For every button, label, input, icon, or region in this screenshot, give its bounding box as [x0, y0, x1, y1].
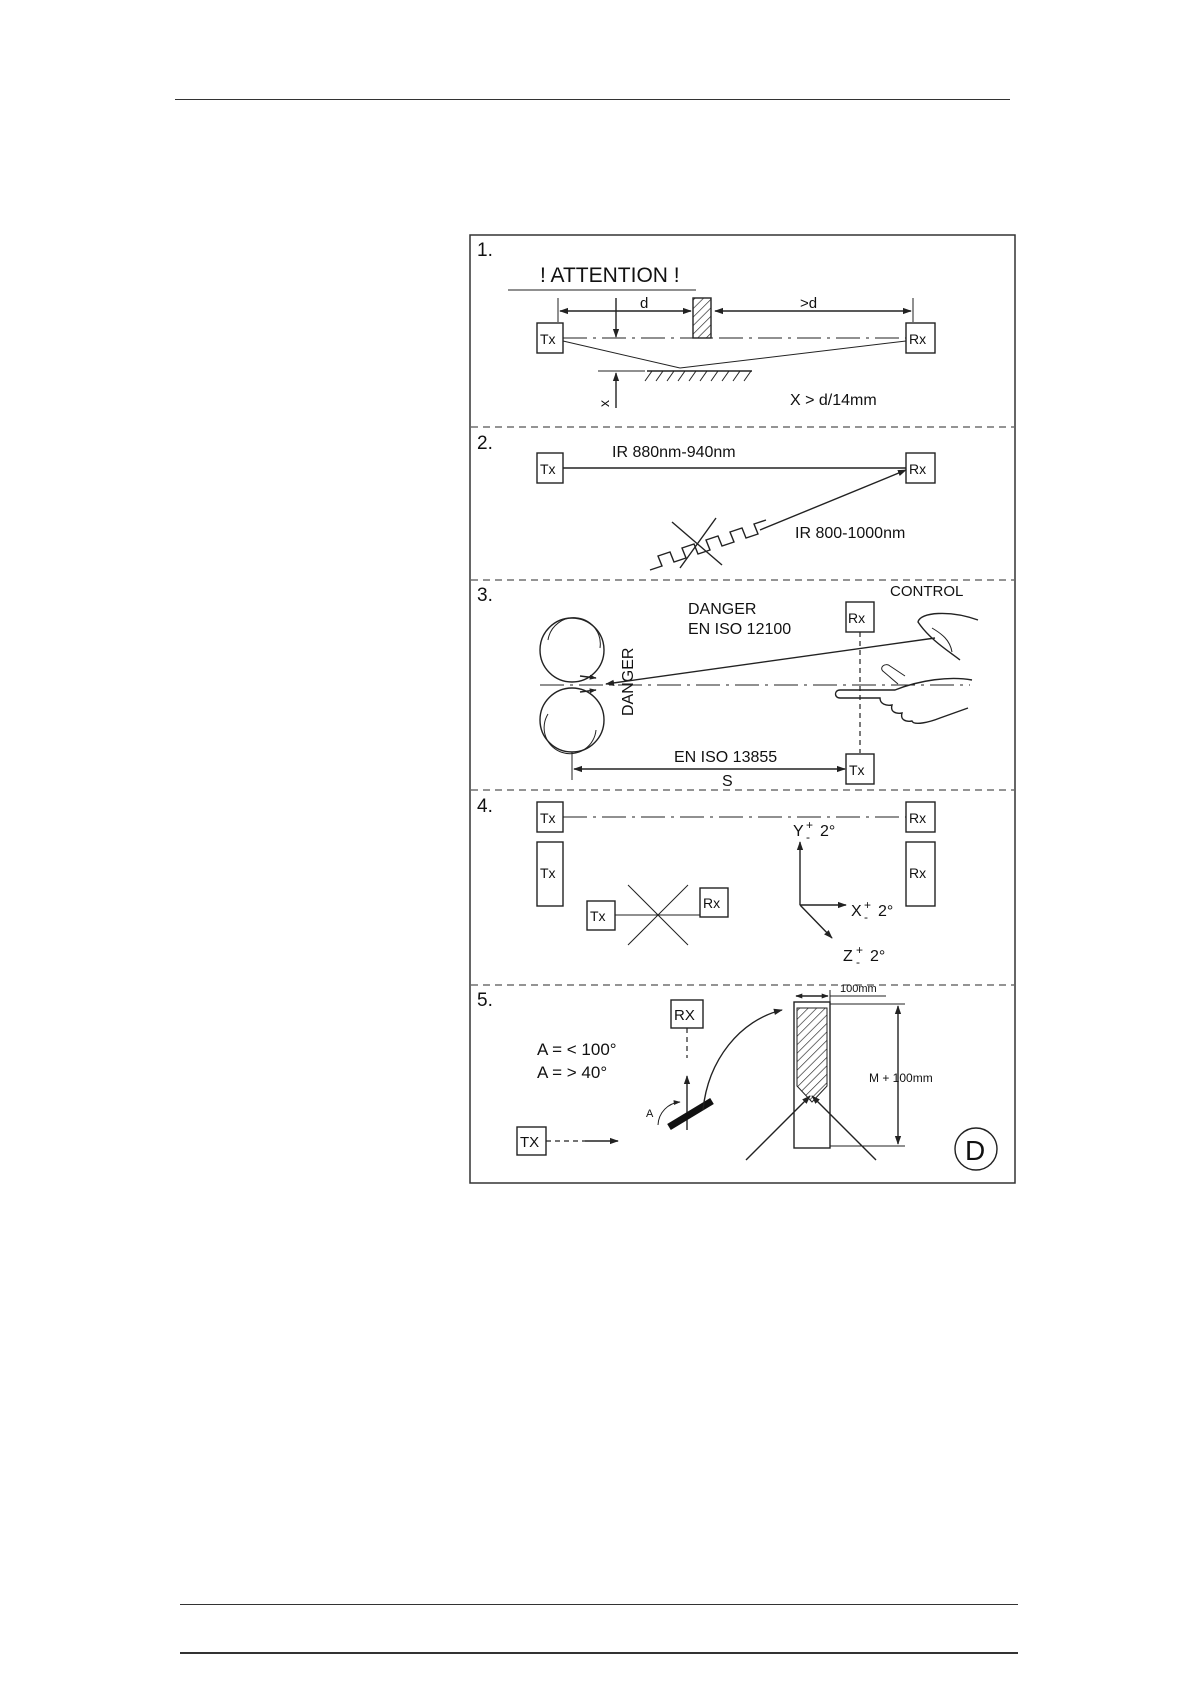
x-axis-label: X [851, 903, 862, 920]
control-label: CONTROL [890, 583, 964, 600]
angle-a-label: A [646, 1108, 654, 1120]
tx-cross-label: Tx [590, 908, 606, 924]
distance-formula: X > d/14mm [790, 392, 877, 409]
standard-12100-label: EN ISO 12100 [688, 621, 792, 638]
z-tolerance: 2° [870, 948, 886, 965]
label-gt-d: >d [800, 295, 818, 312]
rx-label: Rx [909, 810, 927, 826]
panel-number: 5. [477, 990, 493, 1011]
ir-main-label: IR 880nm-940nm [612, 444, 736, 461]
danger-label: DANGER [688, 601, 757, 618]
x-minus: - [864, 910, 868, 924]
tx-label: Tx [540, 461, 556, 477]
tx-label: Tx [849, 762, 865, 778]
z-plus: + [856, 943, 864, 957]
z-minus: - [856, 955, 860, 969]
label-x: x [596, 400, 612, 407]
label-d: d [640, 295, 649, 312]
panel-number: 1. [477, 240, 493, 261]
width-label: 100mm [840, 983, 877, 995]
danger-vertical-label: DANGER [620, 647, 637, 716]
tx-label: Tx [540, 810, 556, 826]
rx-label: Rx [848, 610, 866, 626]
obstacle-block [693, 298, 711, 338]
y-plus: + [806, 818, 814, 832]
ir-other-label: IR 800-1000nm [795, 525, 906, 542]
tx-label: TX [520, 1134, 540, 1151]
angle-min-label: A = > 40° [537, 1063, 608, 1082]
rx-label: RX [674, 1007, 695, 1024]
badge-label: D [965, 1135, 986, 1166]
mirror-hatched-area [797, 1008, 827, 1102]
angle-max-label: A = < 100° [537, 1040, 617, 1059]
rx-label: Rx [909, 331, 927, 347]
y-axis-label: Y [793, 823, 804, 840]
z-axis-label: Z [843, 948, 853, 965]
x-tolerance: 2° [878, 903, 894, 920]
rx-side-label: Rx [909, 865, 927, 881]
height-label: M + 100mm [869, 1071, 933, 1085]
tx-side-label: Tx [540, 865, 556, 881]
s-label: S [722, 773, 733, 790]
panel-number: 4. [477, 796, 493, 817]
y-minus: - [806, 830, 810, 844]
standard-13855-label: EN ISO 13855 [674, 749, 778, 766]
rx-label: Rx [909, 461, 927, 477]
y-tolerance: 2° [820, 823, 836, 840]
attention-heading: ! ATTENTION ! [540, 264, 680, 287]
panel-number: 3. [477, 585, 493, 606]
x-plus: + [864, 898, 872, 912]
panel-number: 2. [477, 433, 493, 454]
rx-cross-label: Rx [703, 895, 721, 911]
tx-label: Tx [540, 331, 556, 347]
